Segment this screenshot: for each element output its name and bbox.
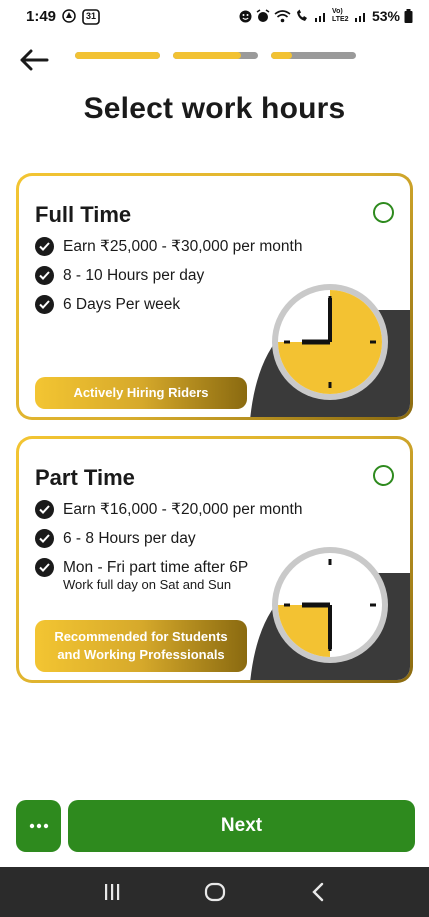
feature-sub: Work full day on Sat and Sun (63, 577, 232, 592)
check-icon (35, 500, 54, 519)
page-title: Select work hours (83, 92, 346, 125)
system-nav-bar (0, 867, 429, 917)
feature-text: 6 Days Per week (63, 296, 181, 313)
back-button[interactable] (16, 42, 52, 78)
smiley-icon (239, 10, 252, 23)
badge-recommended (35, 620, 247, 672)
step-progress (75, 52, 356, 59)
back-icon (311, 882, 325, 902)
check-icon (35, 529, 54, 548)
full-time-card[interactable] (16, 173, 413, 420)
feature-main: Mon - Fri part time after 6P (63, 559, 249, 576)
check-icon (35, 558, 54, 577)
badge-line-2: and Working Professionals (57, 647, 225, 662)
progress-step-2 (173, 52, 258, 59)
card-title: Part Time (35, 465, 135, 490)
badge-actively-hiring: Actively Hiring Riders (35, 377, 247, 409)
signal-icon-2 (354, 10, 368, 22)
feature-text: 8 - 10 Hours per day (63, 267, 205, 284)
location-icon (62, 9, 76, 23)
part-time-card[interactable] (16, 436, 413, 683)
home-button[interactable] (195, 872, 235, 912)
feature-text: 6 - 8 Hours per day (63, 530, 196, 547)
recent-apps-button[interactable] (92, 872, 132, 912)
more-options-button[interactable] (16, 800, 61, 852)
feature-item (35, 237, 302, 266)
next-button[interactable]: Next (68, 800, 415, 852)
wifi-icon (274, 9, 291, 23)
feature-text: Earn ₹25,000 - ₹30,000 per month (63, 238, 303, 255)
back-arrow-icon (19, 49, 49, 71)
card-title: Full Time (35, 202, 132, 227)
status-time: 1:49 (26, 7, 57, 25)
clock-icon (250, 543, 410, 680)
check-icon (35, 295, 54, 314)
calendar-icon (82, 8, 100, 25)
full-time-radio[interactable] (373, 202, 394, 223)
calendar-day: 31 (86, 10, 97, 21)
recent-apps-icon (103, 883, 121, 901)
battery-level: 53% (371, 8, 400, 24)
clock-icon (250, 280, 410, 417)
signal-icon (314, 10, 328, 22)
feature-item (35, 500, 302, 529)
check-icon (35, 266, 54, 285)
progress-step-3 (271, 52, 356, 59)
home-icon (204, 882, 226, 902)
badge-line-1: Recommended for Students (54, 629, 228, 644)
system-back-button[interactable] (298, 872, 338, 912)
wifi-call-icon (295, 9, 310, 23)
feature-text (63, 558, 248, 593)
alarm-icon (256, 9, 270, 23)
feature-text: Earn ₹16,000 - ₹20,000 per month (63, 501, 303, 518)
progress-step-1 (75, 52, 160, 59)
network-label: Vo) LTE2 (331, 8, 349, 23)
more-dots-icon (29, 823, 49, 829)
part-time-radio[interactable] (373, 465, 394, 486)
battery-icon (404, 9, 413, 23)
status-bar (0, 0, 429, 32)
check-icon (35, 237, 54, 256)
